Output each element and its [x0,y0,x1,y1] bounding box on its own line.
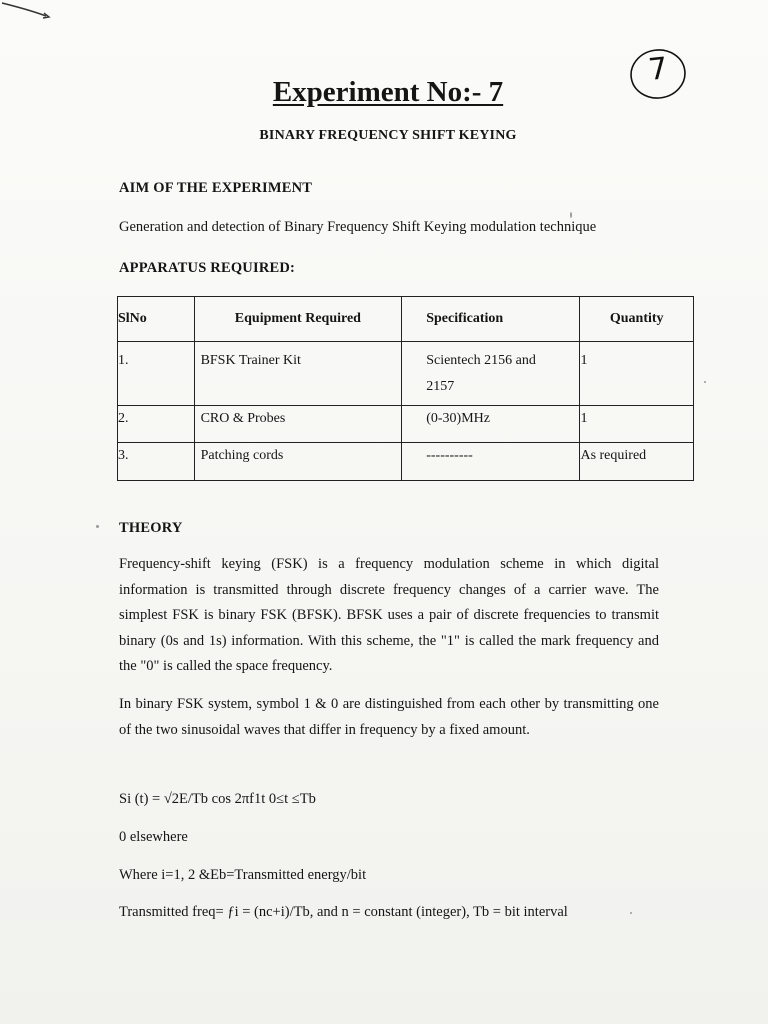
pen-stroke-mark [0,0,60,24]
cell-slno: 1. [118,342,195,406]
cell-slno: 2. [118,406,195,443]
theory-paragraph: In binary FSK system, symbol 1 & 0 are distinguished from each other by transmitting one of the two sinusoidal waves that differ in frequency by a fixed amount. [119,696,659,738]
column-header-quantity: Quantity [580,297,694,342]
cell-specification [402,342,580,406]
signal-equation: Si (t) = √2E/Tb cos 2πf1t 0≤t ≤Tb [119,791,316,807]
cell-quantity: 1 [580,342,694,406]
table-header-row [118,297,694,342]
scan-speck [96,525,99,528]
column-header-slno: SlNo [118,297,195,342]
column-header-equipment: Equipment Required [194,297,402,342]
cell-slno: 3. [118,443,195,481]
theory-paragraph: Frequency-shift keying (FSK) is a frequency modulation scheme in which digital information is transmitted through discrete frequency changes of a carrier wave. The simplest FSK is binary FSK (BFSK). BFSK uses a pair of discrete frequencies to transmit binary (0s and 1s) information. With this scheme, the "1" is called the mark frequency and the "0" is called the space frequency. [119,556,659,674]
scan-speck [570,212,572,218]
column-header-specification: Specification [402,297,580,342]
page-number: 7 [646,51,670,88]
transmitted-frequency-definition: Transmitted freq= ƒi = (nc+i)/Tb, and n = constant (integer), Tb = bit interval [119,904,568,920]
aim-heading: AIM OF THE EXPERIMENT [119,180,313,196]
table-row [118,406,694,443]
apparatus-table [117,296,694,481]
aim-text: Generation and detection of Binary Frequency Shift Keying modulation technique [119,219,597,235]
apparatus-heading: APPARATUS REQUIRED: [119,260,296,276]
spec-line: Scientech 2156 and [426,353,536,368]
cell-specification: (0-30)MHz [402,406,580,443]
cell-specification: ---------- [402,443,580,481]
cell-quantity: 1 [580,406,694,443]
theory-heading: THEORY [119,520,183,536]
scan-speck [630,912,632,914]
table-row [118,342,694,406]
where-definition: Where i=1, 2 &Eb=Transmitted energy/bit [119,867,367,883]
elsewhere-condition: 0 elsewhere [119,829,188,845]
cell-equipment: Patching cords [194,443,402,481]
cell-equipment: BFSK Trainer Kit [194,342,402,406]
scan-speck [704,381,706,383]
page-title: Experiment No:- 7 [272,76,504,108]
page-subtitle: BINARY FREQUENCY SHIFT KEYING [259,128,517,143]
spec-line: 2157 [426,379,455,394]
table-row [118,443,694,481]
cell-quantity: As required [580,443,694,481]
cell-equipment: CRO & Probes [194,406,402,443]
